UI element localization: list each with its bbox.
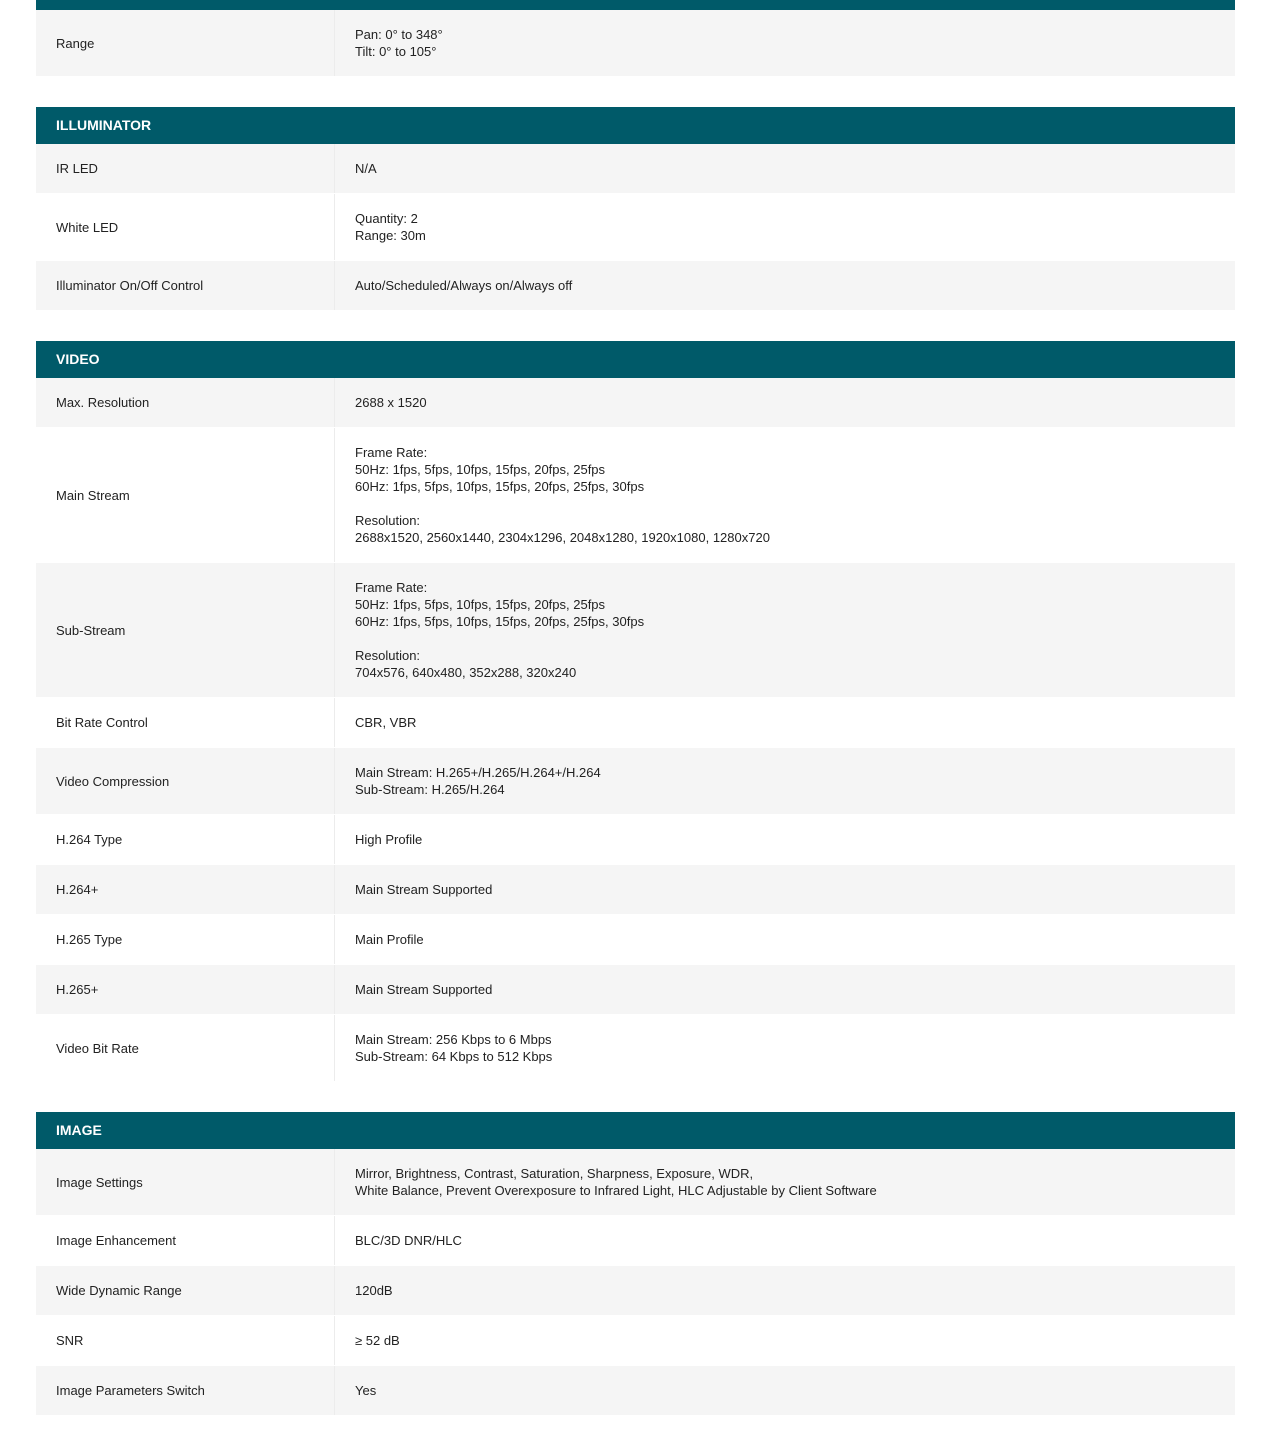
section-rows <box>36 10 1235 77</box>
spec-row <box>36 378 1235 428</box>
spec-row <box>36 815 1235 865</box>
spec-value-line: High Profile <box>355 832 423 847</box>
section-header: ILLUMINATOR <box>36 107 1235 144</box>
spec-value-line: Main Stream: H.265+/H.265/H.264+/H.264 <box>355 765 601 780</box>
spec-label: Main Stream <box>36 428 335 562</box>
spec-value-line: Quantity: 2 <box>355 211 418 226</box>
spec-label: Image Settings <box>36 1149 335 1215</box>
spec-label: H.265+ <box>36 965 335 1014</box>
spec-value <box>335 714 436 731</box>
spec-value-line: 2688x1520, 2560x1440, 2304x1296, 2048x1280, 1920x1080, 1280x720 <box>355 530 770 545</box>
spec-value <box>335 1282 413 1299</box>
spec-value <box>335 1165 897 1199</box>
section-rows <box>36 1149 1235 1416</box>
spec-value <box>335 931 444 948</box>
section-rows <box>36 144 1235 311</box>
spec-row <box>36 1316 1235 1366</box>
spec-value <box>335 764 621 798</box>
spec-label: Image Parameters Switch <box>36 1366 335 1415</box>
spec-label: H.264+ <box>36 865 335 914</box>
spec-section <box>36 1112 1235 1416</box>
section-header <box>36 0 1235 10</box>
spec-value <box>335 210 446 244</box>
spec-row <box>36 865 1235 915</box>
spec-row <box>36 965 1235 1015</box>
spec-value <box>335 26 463 60</box>
spec-value <box>335 1232 482 1249</box>
spec-value-line: 50Hz: 1fps, 5fps, 10fps, 15fps, 20fps, 25fps <box>355 462 606 477</box>
spec-value-line: 2688 x 1520 <box>355 395 427 410</box>
spec-label: Video Compression <box>36 748 335 814</box>
spec-value-line: 120dB <box>355 1283 393 1298</box>
spec-row <box>36 1216 1235 1266</box>
spec-label: Video Bit Rate <box>36 1015 335 1081</box>
spec-label: Image Enhancement <box>36 1216 335 1265</box>
spec-value <box>335 579 664 681</box>
spec-label: Max. Resolution <box>36 378 335 427</box>
spec-label: H.264 Type <box>36 815 335 864</box>
spec-label: H.265 Type <box>36 915 335 964</box>
spec-value-line: Range: 30m <box>355 228 426 243</box>
spec-value-line: Main Profile <box>355 932 424 947</box>
spec-value <box>335 881 512 898</box>
spec-row <box>36 698 1235 748</box>
spec-row <box>36 428 1235 563</box>
spec-value-line: Resolution: <box>355 648 421 663</box>
spec-row <box>36 563 1235 698</box>
spec-value-line: 50Hz: 1fps, 5fps, 10fps, 15fps, 20fps, 25fps <box>355 597 606 612</box>
spec-section <box>36 341 1235 1082</box>
spec-row <box>36 194 1235 261</box>
spec-value-line: Yes <box>355 1383 377 1398</box>
spec-value-line <box>355 630 644 647</box>
spec-table <box>36 0 1235 1446</box>
spec-row <box>36 1366 1235 1416</box>
section-header: VIDEO <box>36 341 1235 378</box>
spec-value-line: ≥ 52 dB <box>355 1333 400 1348</box>
spec-value-line: Tilt: 0° to 105° <box>355 44 437 59</box>
spec-row <box>36 1266 1235 1316</box>
spec-label: IR LED <box>36 144 335 193</box>
spec-value-line: Auto/Scheduled/Always on/Always off <box>355 278 573 293</box>
spec-row <box>36 144 1235 194</box>
spec-value-line: Frame Rate: <box>355 445 428 460</box>
section-rows <box>36 378 1235 1082</box>
spec-value-line: 60Hz: 1fps, 5fps, 10fps, 15fps, 20fps, 25fps, 30fps <box>355 614 645 629</box>
spec-row <box>36 10 1235 77</box>
spec-label: Bit Rate Control <box>36 698 335 747</box>
spec-value <box>335 444 790 546</box>
spec-row <box>36 1149 1235 1216</box>
spec-value-line: 704x576, 640x480, 352x288, 320x240 <box>355 665 577 680</box>
spec-value-line: 60Hz: 1fps, 5fps, 10fps, 15fps, 20fps, 25fps, 30fps <box>355 479 645 494</box>
section-header: IMAGE <box>36 1112 1235 1149</box>
spec-section <box>36 0 1235 77</box>
spec-value-line: CBR, VBR <box>355 715 417 730</box>
spec-label: Sub-Stream <box>36 563 335 697</box>
spec-row <box>36 261 1235 311</box>
spec-value <box>335 981 512 998</box>
spec-value-line: Frame Rate: <box>355 580 428 595</box>
spec-label: Range <box>36 10 335 76</box>
spec-label: Illuminator On/Off Control <box>36 261 335 310</box>
spec-value <box>335 394 447 411</box>
spec-value <box>335 1332 420 1349</box>
spec-value-line: Resolution: <box>355 513 421 528</box>
spec-value-line: BLC/3D DNR/HLC <box>355 1233 462 1248</box>
spec-label: White LED <box>36 194 335 260</box>
spec-value-line: Main Stream Supported <box>355 882 493 897</box>
spec-value-line: Mirror, Brightness, Contrast, Saturation, Sharpness, Exposure, WDR, <box>355 1166 754 1181</box>
spec-value-line <box>355 495 770 512</box>
spec-value-line: Main Stream: 256 Kbps to 6 Mbps <box>355 1032 552 1047</box>
spec-label: Wide Dynamic Range <box>36 1266 335 1315</box>
spec-value <box>335 1031 572 1065</box>
spec-value <box>335 1382 396 1399</box>
spec-value-line: Sub-Stream: H.265/H.264 <box>355 782 505 797</box>
spec-section <box>36 107 1235 311</box>
spec-value <box>335 831 442 848</box>
spec-value-line: Main Stream Supported <box>355 982 493 997</box>
spec-value-line: N/A <box>355 161 377 176</box>
spec-value-line: Pan: 0° to 348° <box>355 27 443 42</box>
spec-row <box>36 748 1235 815</box>
spec-value-line: White Balance, Prevent Overexposure to Infrared Light, HLC Adjustable by Client Software <box>355 1183 877 1198</box>
spec-row <box>36 1015 1235 1082</box>
spec-value <box>335 277 592 294</box>
spec-value <box>335 160 397 177</box>
spec-label: SNR <box>36 1316 335 1365</box>
spec-row <box>36 915 1235 965</box>
spec-value-line: Sub-Stream: 64 Kbps to 512 Kbps <box>355 1049 553 1064</box>
